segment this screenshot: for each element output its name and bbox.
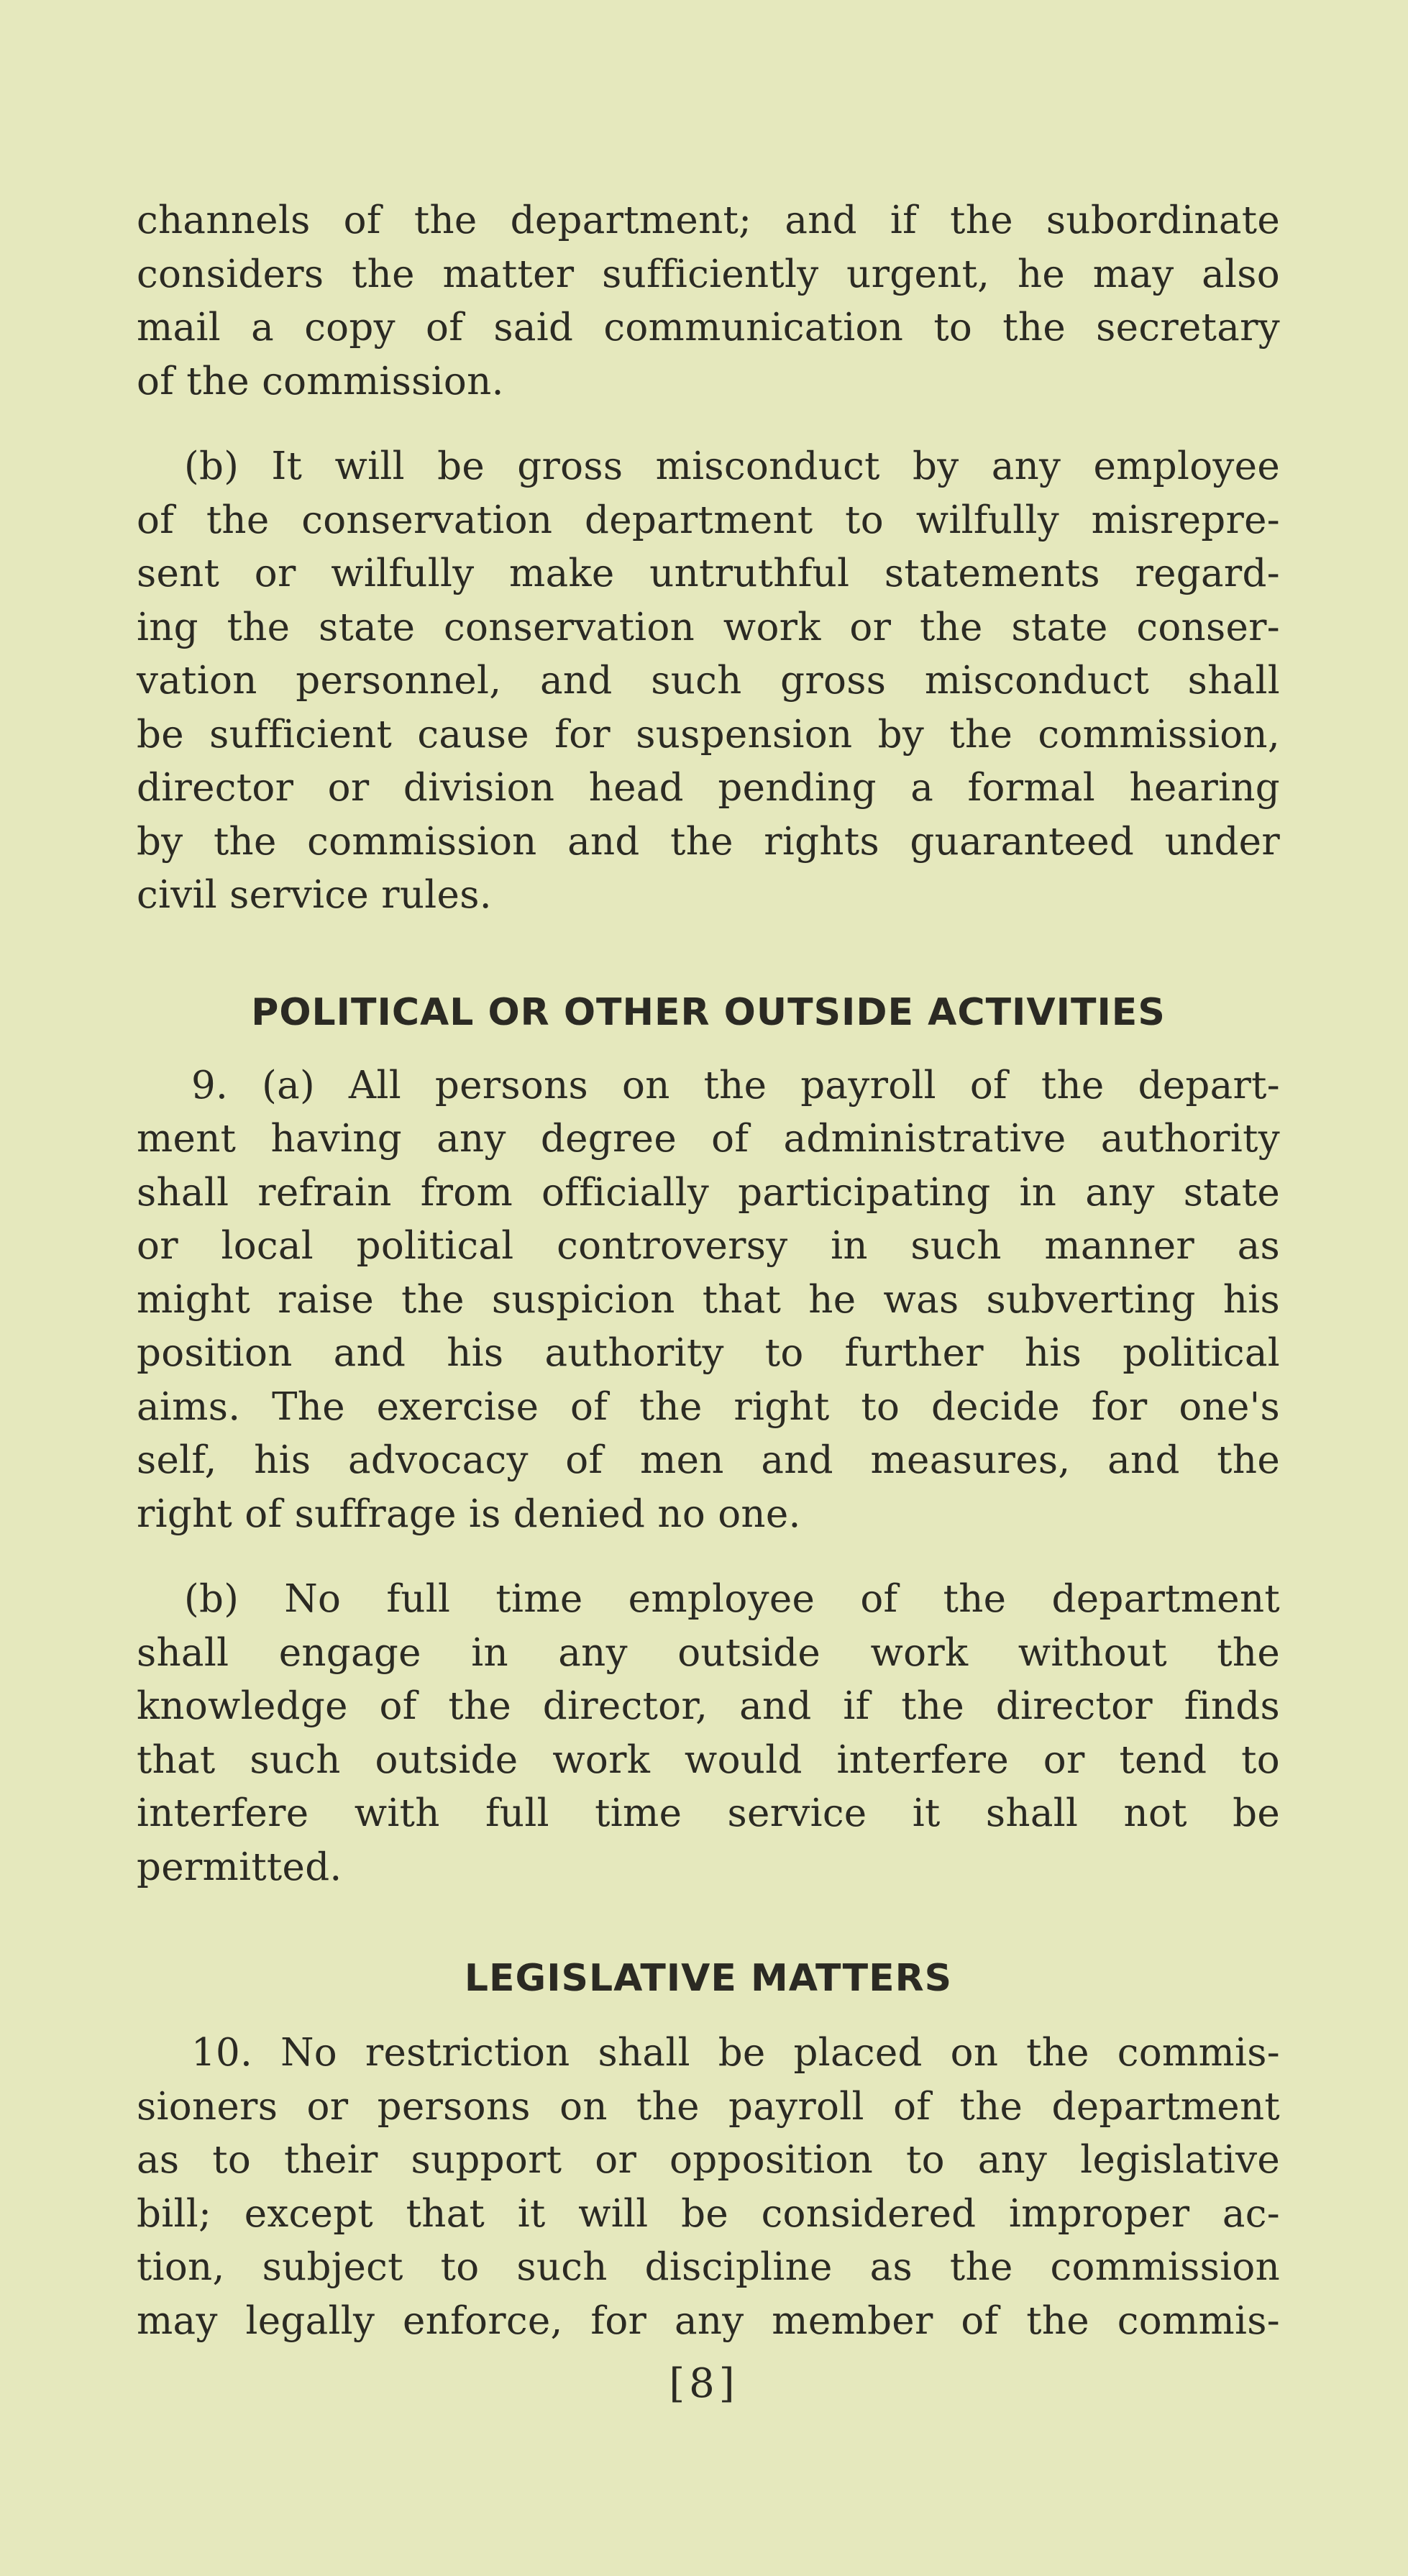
text-line: (b) No full time employee of the department bbox=[184, 1577, 1280, 1621]
text-line: might raise the suspicion that he was subverting his bbox=[137, 1277, 1280, 1322]
text-line: position and his authority to further his political bbox=[137, 1331, 1280, 1375]
text-line: bill; except that it will be considered improper ac- bbox=[137, 2191, 1280, 2236]
text-line: aims. The exercise of the right to decide for one's bbox=[137, 1384, 1280, 1429]
paragraph-9b bbox=[137, 1573, 1280, 1894]
text-line: interfere with full time service it shall not be bbox=[137, 1791, 1280, 1835]
text-line: or local political controversy in such manner as bbox=[137, 1224, 1280, 1268]
text-line: shall refrain from officially participating in any state bbox=[137, 1170, 1280, 1215]
section-heading-legislative: LEGISLATIVE MATTERS bbox=[464, 1957, 953, 2000]
text-line: considers the matter sufficiently urgent, he may also bbox=[137, 252, 1280, 296]
text-line: vation personnel, and such gross misconduct shall bbox=[137, 659, 1280, 703]
text-line: be sufficient cause for suspension by the commission, bbox=[137, 712, 1280, 757]
paragraph-9a bbox=[137, 1059, 1280, 1542]
text-line: civil service rules. bbox=[137, 873, 492, 917]
text-line: sent or wilfully make untruthful statements regard- bbox=[137, 552, 1280, 595]
text-line: director or division head pending a formal hearing bbox=[137, 766, 1280, 810]
section-heading-political: POLITICAL OR OTHER OUTSIDE ACTIVITIES bbox=[251, 990, 1166, 1034]
text-line: channels of the department; and if the subordinate bbox=[137, 198, 1280, 242]
paragraph-continuation bbox=[137, 194, 1280, 408]
text-line: right of suffrage is denied no one. bbox=[137, 1492, 801, 1536]
text-line: as to their support or opposition to any legislative bbox=[137, 2138, 1280, 2182]
paragraph-10 bbox=[137, 2027, 1280, 2348]
text-line: sioners or persons on the payroll of the department bbox=[137, 2084, 1280, 2129]
text-line: tion, subject to such discipline as the commission bbox=[137, 2245, 1280, 2289]
text-line: of the commission. bbox=[137, 359, 504, 403]
text-line: ing the state conservation work or the state conser- bbox=[137, 605, 1280, 649]
text-line: 10. No restriction shall be placed on the commis- bbox=[191, 2031, 1280, 2075]
text-line: knowledge of the director, and if the director finds bbox=[137, 1684, 1280, 1728]
text-line: 9. (a) All persons on the payroll of the depart- bbox=[191, 1063, 1280, 1107]
document-page bbox=[137, 194, 1280, 2348]
text-line: (b) It will be gross misconduct by any employee bbox=[184, 444, 1280, 488]
text-line: of the conservation department to wilfully misrepre- bbox=[137, 498, 1280, 542]
text-line: self, his advocacy of men and measures, and the bbox=[137, 1438, 1280, 1482]
paragraph-8b bbox=[137, 440, 1280, 923]
text-line: shall engage in any outside work without the bbox=[137, 1630, 1280, 1675]
text-line: that such outside work would interfere or tend to bbox=[137, 1737, 1280, 1782]
page-number: [8] bbox=[669, 2360, 739, 2407]
text-line: by the commission and the rights guaranteed under bbox=[137, 819, 1280, 864]
text-line: mail a copy of said communication to the secretary bbox=[137, 306, 1280, 350]
text-line: may legally enforce, for any member of the commis- bbox=[137, 2298, 1280, 2343]
text-line: permitted. bbox=[137, 1845, 342, 1889]
text-line: ment having any degree of administrative authority bbox=[137, 1117, 1280, 1161]
